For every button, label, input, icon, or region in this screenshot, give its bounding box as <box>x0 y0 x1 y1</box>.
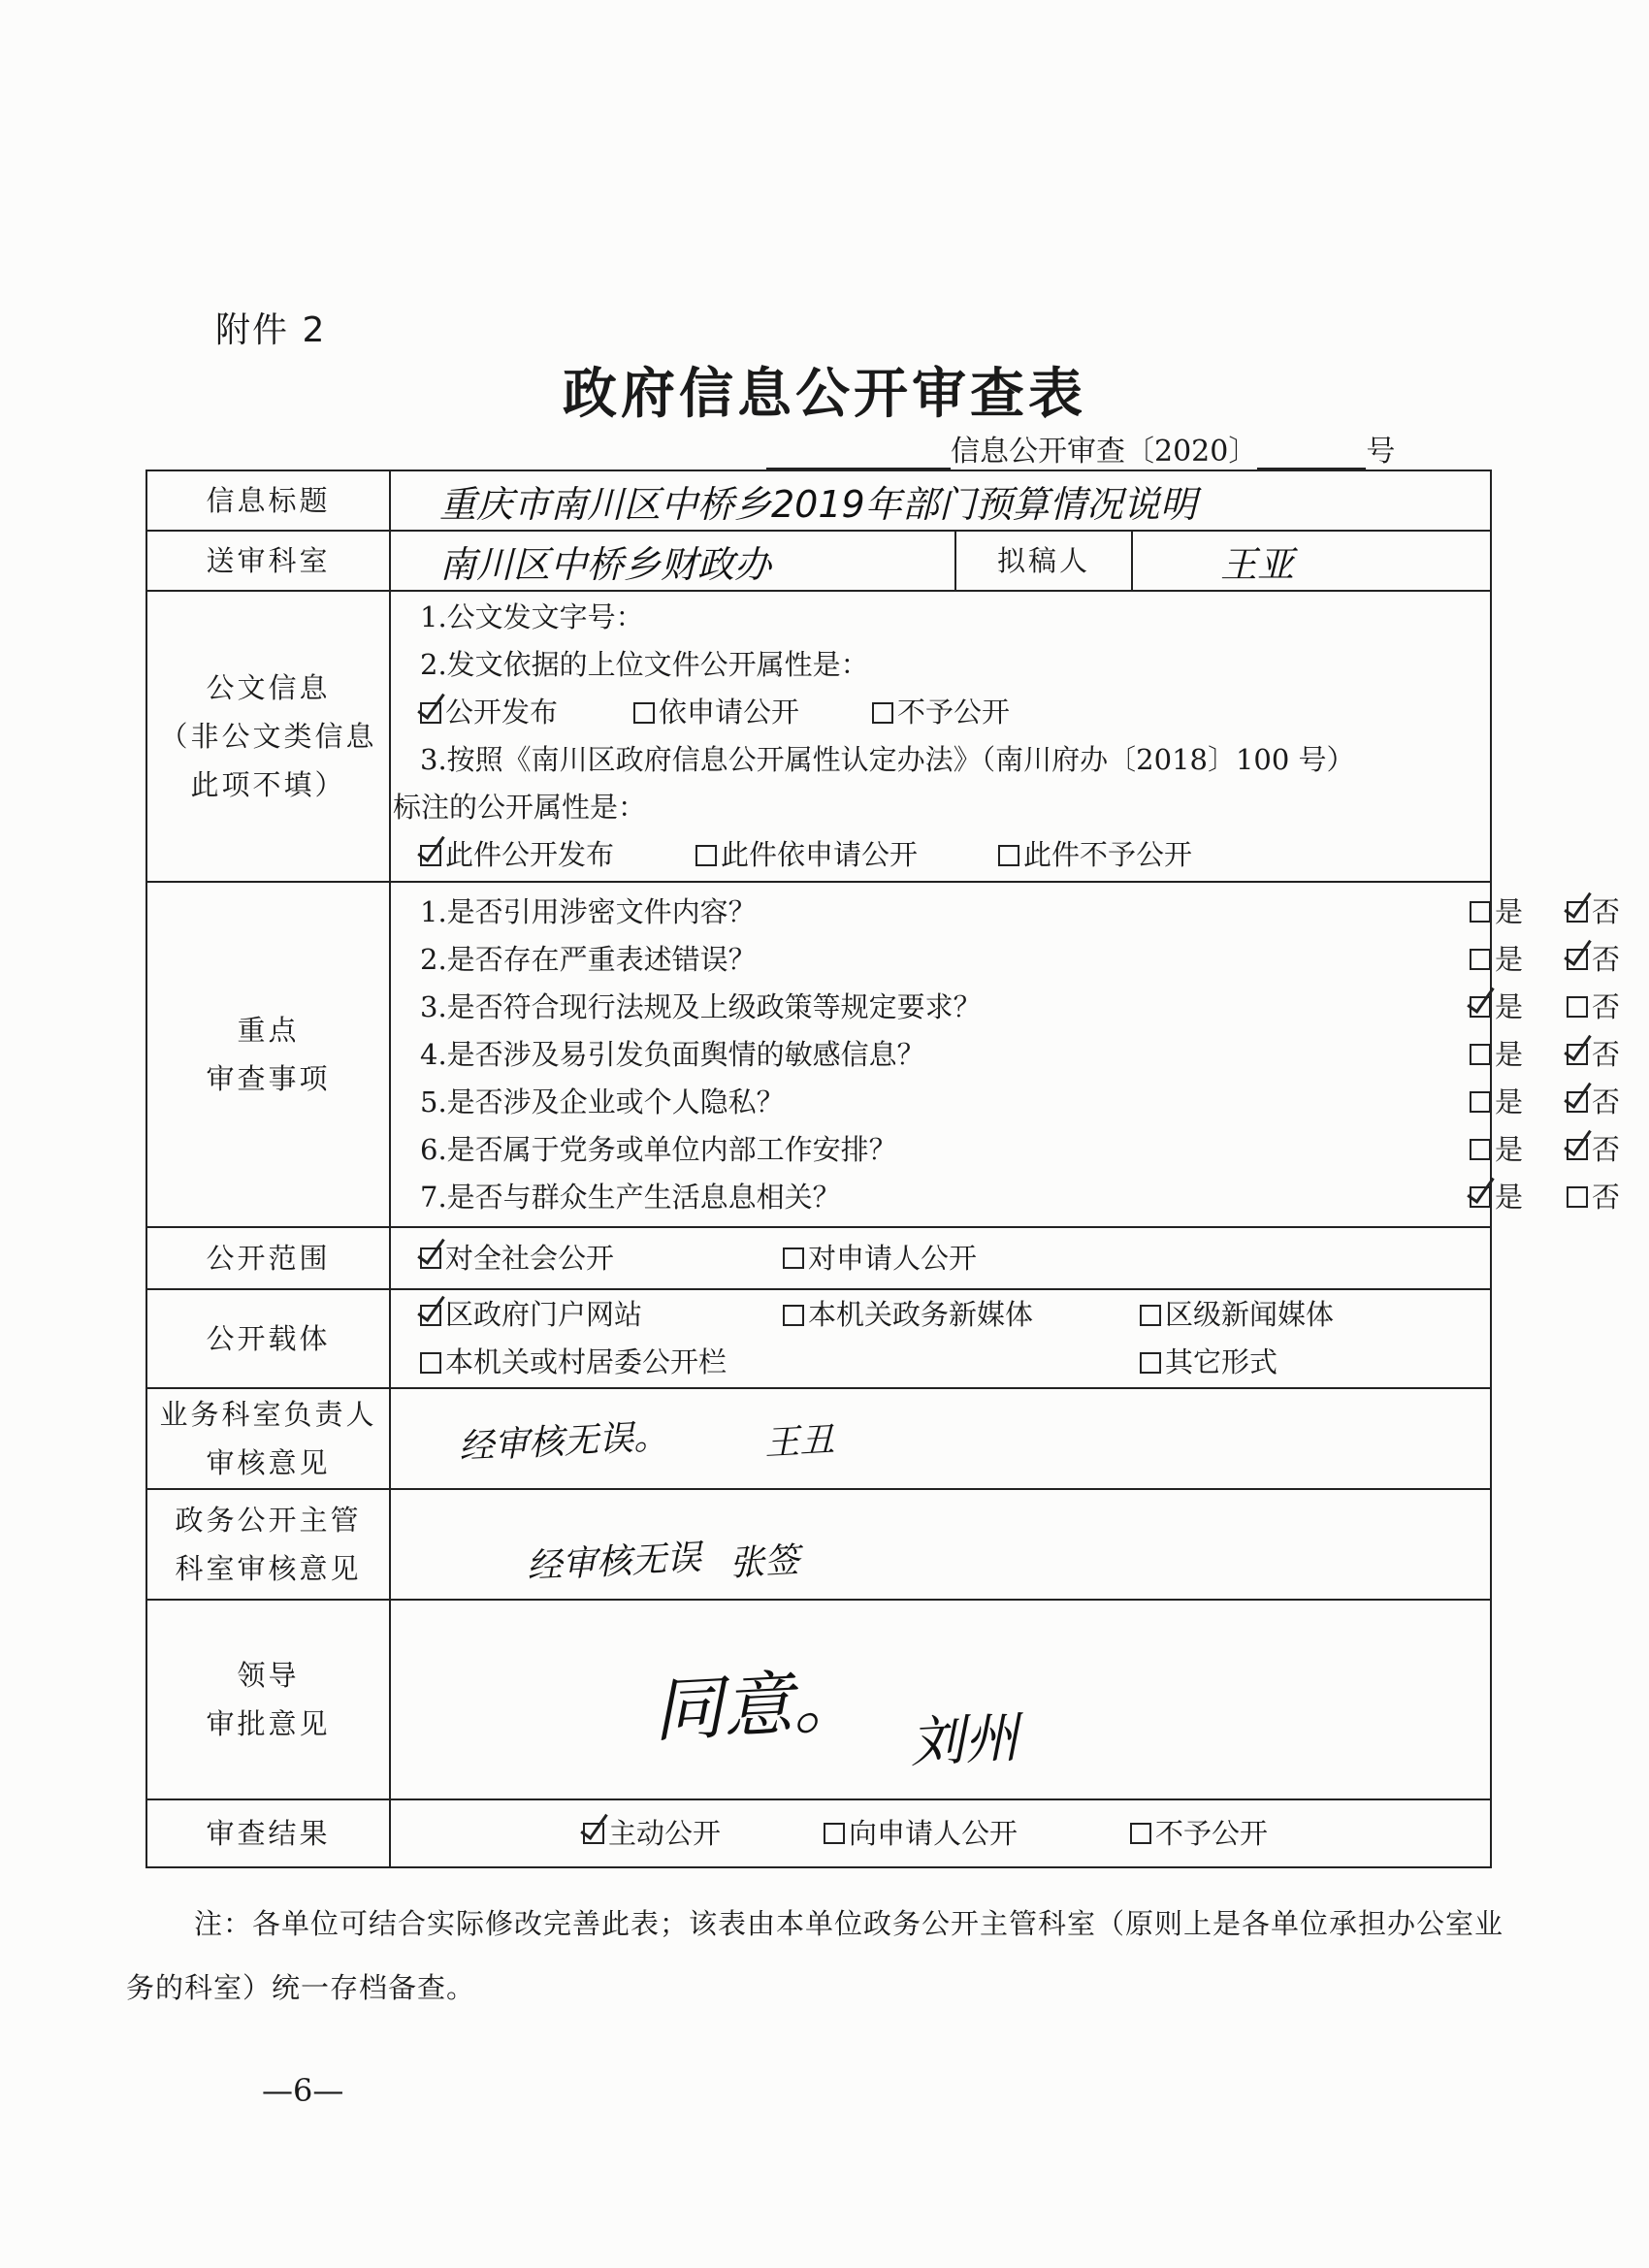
scope-label: 公开范围 <box>146 1227 390 1289</box>
checkbox[interactable] <box>420 1352 441 1374</box>
no-label: 否 <box>1592 1037 1621 1071</box>
question-text: 3.是否符合现行法规及上级政策等规定要求？ <box>420 989 982 1023</box>
yes-label: 是 <box>1495 989 1524 1023</box>
biz-opinion-row <box>146 1388 1491 1489</box>
checkbox[interactable] <box>1470 1044 1491 1065</box>
no-label: 否 <box>1592 894 1621 928</box>
result-row <box>146 1799 1491 1867</box>
answer-yes[interactable] <box>1470 1126 1523 1174</box>
checkbox-checked[interactable] <box>420 1305 441 1326</box>
question-2 <box>391 936 1621 984</box>
review-form-table <box>146 470 1621 1868</box>
question-text: 5.是否涉及企业或个人隐私？ <box>420 1085 785 1118</box>
answer-no[interactable] <box>1567 1174 1620 1221</box>
biz-opinion-label-1: 业务科室负责人 <box>159 1398 377 1431</box>
checkbox[interactable] <box>1567 996 1588 1018</box>
answer-yes[interactable] <box>1470 1174 1523 1221</box>
option-public-to-applicant[interactable] <box>783 1235 977 1282</box>
biz-opinion-label-2: 审核意见 <box>206 1446 331 1479</box>
option-label: 此件依申请公开 <box>721 838 919 871</box>
question-text: 4.是否涉及易引发负面舆情的敏感信息？ <box>420 1037 925 1071</box>
leader-opinion-field[interactable] <box>390 1600 1491 1799</box>
checkbox[interactable] <box>783 1247 804 1269</box>
answer-no[interactable] <box>1567 936 1620 984</box>
checkbox[interactable] <box>824 1823 845 1844</box>
option-label: 对全社会公开 <box>445 1241 615 1275</box>
result-label: 审查结果 <box>146 1799 390 1867</box>
checkbox[interactable] <box>1140 1352 1161 1374</box>
scope-options-line <box>391 1235 1490 1282</box>
carrier-label: 公开载体 <box>146 1289 390 1388</box>
option-label: 公开发布 <box>445 696 559 729</box>
info-title-label: 信息标题 <box>146 470 390 531</box>
checkbox[interactable] <box>998 845 1019 866</box>
doc-info-label <box>146 591 390 882</box>
option-not-public[interactable] <box>872 689 1010 736</box>
option-this-on-request[interactable] <box>695 831 918 879</box>
option-bulletin-board[interactable] <box>420 1339 727 1386</box>
attribute-line <box>391 784 1490 831</box>
question-6 <box>391 1126 1621 1174</box>
no-label: 否 <box>1592 942 1621 976</box>
option-not-disclosed[interactable] <box>1130 1810 1268 1858</box>
checkbox[interactable] <box>633 702 655 724</box>
checkbox-checked[interactable] <box>583 1823 604 1844</box>
page-number: —6— <box>262 2072 344 2109</box>
footnote: 注：各单位可结合实际修改完善此表；该表由本单位政务公开主管科室（原则上是各单位承担办公室业务的科室）统一存档备查。 <box>126 1907 1504 2004</box>
checkbox-checked[interactable] <box>1567 901 1588 923</box>
checkbox[interactable] <box>1130 1823 1151 1844</box>
carrier-options <box>390 1289 1491 1388</box>
biz-opinion-text: 经审核无误。 <box>458 1415 670 1468</box>
checkbox[interactable] <box>695 845 717 866</box>
gov-opinion-text: 经审核无误 <box>526 1537 703 1587</box>
checkbox-checked[interactable] <box>1567 1091 1588 1113</box>
option-label: 向申请人公开 <box>849 1816 1018 1850</box>
gov-signature: 张签 <box>728 1539 801 1584</box>
question-5 <box>391 1079 1621 1126</box>
doc-info-label-2: （非公文类信息 <box>159 720 377 753</box>
option-label: 主动公开 <box>608 1816 722 1850</box>
question-text: 7.是否与群众生产生活息息相关？ <box>420 1180 841 1214</box>
question-1 <box>391 889 1621 936</box>
option-label: 此件公开发布 <box>445 838 615 871</box>
biz-signature: 王丑 <box>763 1419 836 1464</box>
answer-yes[interactable] <box>1470 936 1523 984</box>
answer-yes[interactable] <box>1470 889 1523 936</box>
option-label: 依申请公开 <box>659 696 800 729</box>
answer-no[interactable] <box>1567 984 1620 1031</box>
review-number-line <box>766 427 1395 470</box>
dept-label: 送审科室 <box>146 531 390 591</box>
dept-field[interactable] <box>390 531 955 591</box>
result-options-line <box>391 1810 1490 1858</box>
checkbox[interactable] <box>1470 949 1491 970</box>
answer-yes[interactable] <box>1470 1079 1523 1126</box>
option-public-to-all[interactable] <box>420 1235 614 1282</box>
dept-code-blank[interactable] <box>766 438 951 470</box>
option-district-portal[interactable] <box>420 1291 642 1339</box>
question-text: 6.是否属于党务或单位内部工作安排？ <box>420 1132 897 1166</box>
option-this-public[interactable] <box>420 831 614 879</box>
answer-no[interactable] <box>1567 889 1620 936</box>
drafter-label: 拟稿人 <box>955 531 1132 591</box>
option-label: 区政府门户网站 <box>445 1298 643 1331</box>
option-label: 本机关或村居委公开栏 <box>445 1345 728 1378</box>
checkbox-checked[interactable] <box>1567 1139 1588 1160</box>
carrier-row <box>146 1289 1491 1388</box>
attachment-label: 附件 2 <box>215 310 327 350</box>
checkbox[interactable] <box>872 702 893 724</box>
dept-value: 南川区中桥乡财政办 <box>439 542 772 586</box>
biz-opinion-label <box>146 1388 390 1489</box>
checkbox[interactable] <box>1470 1091 1491 1113</box>
option-label: 此件不予公开 <box>1023 838 1193 871</box>
no-label: 否 <box>1592 989 1621 1023</box>
no-label: 否 <box>1592 1180 1621 1214</box>
dept-row <box>146 531 1491 591</box>
option-proactive-public[interactable] <box>583 1810 721 1858</box>
doc-info-content <box>390 591 1491 882</box>
yes-label: 是 <box>1495 1132 1524 1166</box>
question-text: 1.是否引用涉密文件内容？ <box>420 894 757 928</box>
option-label: 不予公开 <box>1155 1816 1269 1850</box>
basis-line <box>391 641 1490 689</box>
form-title: 政府信息公开审查表 <box>563 362 1086 426</box>
info-title-field[interactable] <box>390 470 1491 531</box>
answer-yes[interactable] <box>1470 1031 1523 1079</box>
doc-info-label-3: 此项不填） <box>190 768 346 801</box>
yes-label: 是 <box>1495 1037 1524 1071</box>
option-label: 本机关政务新媒体 <box>808 1298 1034 1331</box>
option-label: 其它形式 <box>1165 1345 1278 1378</box>
key-review-label-2: 审查事项 <box>206 1062 331 1095</box>
doc-number-line <box>391 594 1490 641</box>
leader-opinion-text: 同意。 <box>651 1659 865 1752</box>
question-4 <box>391 1031 1621 1079</box>
checkbox-checked[interactable] <box>420 702 441 724</box>
option-label: 不予公开 <box>897 696 1011 729</box>
checkbox-checked[interactable] <box>1567 1044 1588 1065</box>
checkbox-checked[interactable] <box>420 845 441 866</box>
info-title-row <box>146 470 1491 531</box>
gov-opinion-label-1: 政务公开主管 <box>175 1504 362 1537</box>
serial-number-blank[interactable] <box>1257 438 1366 470</box>
biz-opinion-field[interactable] <box>390 1388 1491 1489</box>
carrier-options-line-2 <box>391 1339 1490 1386</box>
checkbox-checked[interactable] <box>1567 949 1588 970</box>
scope-options <box>390 1227 1491 1289</box>
info-title-value: 重庆市南川区中桥乡2019年部门预算情况说明 <box>439 482 1197 526</box>
checkbox-checked[interactable] <box>420 1247 441 1269</box>
doc-info-label-1: 公文信息 <box>206 671 331 704</box>
key-review-row <box>146 882 1491 1227</box>
gov-opinion-field[interactable] <box>390 1489 1491 1600</box>
option-label: 对申请人公开 <box>808 1241 978 1275</box>
key-review-label-1: 重点 <box>237 1014 300 1047</box>
leader-signature: 刘州 <box>908 1706 1021 1775</box>
checkbox[interactable] <box>1470 1139 1491 1160</box>
attribute-text: 标注的公开属性是： <box>393 791 647 824</box>
gov-opinion-label <box>146 1489 390 1600</box>
rule-line <box>391 736 1490 784</box>
option-on-request[interactable] <box>633 689 799 736</box>
yes-label: 是 <box>1495 1085 1524 1118</box>
checkbox[interactable] <box>1470 901 1491 923</box>
option-public-release[interactable] <box>420 689 558 736</box>
doc-number-text: 1.公文发文字号： <box>420 600 644 633</box>
attribute-options <box>391 831 1490 879</box>
option-other-forms[interactable] <box>1140 1339 1277 1386</box>
doc-info-row <box>146 591 1491 882</box>
gov-opinion-label-2: 科室审核意见 <box>175 1552 362 1585</box>
scope-row <box>146 1227 1491 1289</box>
rule-text: 3.按照《南川区政府信息公开属性认定办法》（南川府办〔2018〕100 号） <box>420 743 1355 776</box>
review-number-label: 信息公开审查〔2020〕 <box>951 435 1258 469</box>
no-label: 否 <box>1592 1085 1621 1118</box>
leader-opinion-label-1: 领导 <box>237 1659 300 1692</box>
checkbox[interactable] <box>1140 1305 1161 1326</box>
number-suffix: 号 <box>1366 435 1396 469</box>
yes-label: 是 <box>1495 1180 1524 1214</box>
no-label: 否 <box>1592 1132 1621 1166</box>
key-review-label <box>146 882 390 1227</box>
basis-options <box>391 689 1490 736</box>
drafter-field[interactable] <box>1132 531 1491 591</box>
leader-opinion-label <box>146 1600 390 1799</box>
option-district-news-media[interactable] <box>1140 1291 1334 1339</box>
basis-text: 2.发文依据的上位文件公开属性是： <box>420 648 869 681</box>
answer-no[interactable] <box>1567 1126 1620 1174</box>
checkbox-checked[interactable] <box>1470 996 1491 1018</box>
checkbox[interactable] <box>783 1305 804 1326</box>
carrier-options-line-1 <box>391 1291 1490 1339</box>
yes-label: 是 <box>1495 942 1524 976</box>
option-new-media[interactable] <box>783 1291 1033 1339</box>
option-label: 区级新闻媒体 <box>1165 1298 1335 1331</box>
checkbox-checked[interactable] <box>1470 1186 1491 1208</box>
option-to-applicant[interactable] <box>824 1810 1018 1858</box>
answer-yes[interactable] <box>1470 984 1523 1031</box>
drafter-value: 王亚 <box>1220 542 1295 586</box>
yes-label: 是 <box>1495 894 1524 928</box>
question-text: 2.是否存在严重表述错误？ <box>420 942 757 976</box>
question-7 <box>391 1174 1621 1221</box>
result-options <box>390 1799 1491 1867</box>
gov-opinion-row <box>146 1489 1491 1600</box>
question-3 <box>391 984 1621 1031</box>
key-review-content <box>390 882 1621 1227</box>
leader-opinion-row <box>146 1600 1491 1799</box>
checkbox[interactable] <box>1567 1186 1588 1208</box>
option-this-not-public[interactable] <box>998 831 1192 879</box>
answer-no[interactable] <box>1567 1031 1620 1079</box>
leader-opinion-label-2: 审批意见 <box>206 1707 331 1740</box>
answer-no[interactable] <box>1567 1079 1620 1126</box>
